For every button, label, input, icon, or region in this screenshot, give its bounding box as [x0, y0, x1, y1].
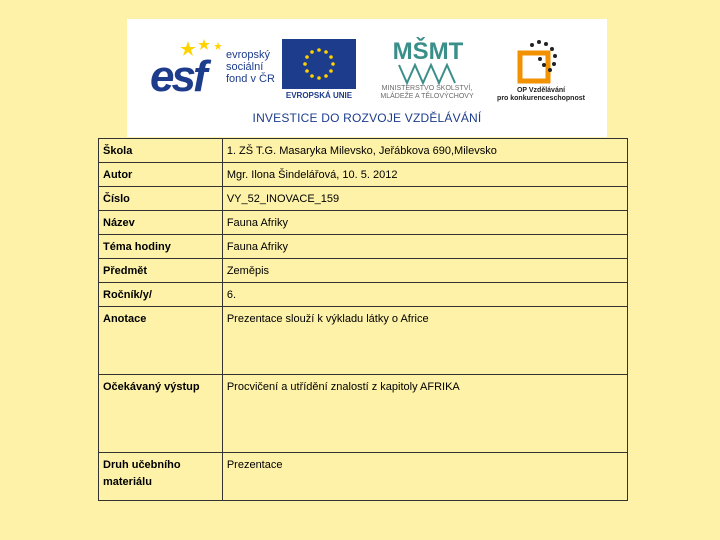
row-value: Mgr. Ilona Šindelářová, 10. 5. 2012 [222, 163, 627, 187]
op-logo-icon [512, 39, 562, 87]
row-label: Číslo [99, 187, 223, 211]
op-caption-line: OP Vzdělávání [516, 87, 566, 94]
op-caption [495, 87, 587, 103]
row-label: Druh učebního materiálu [99, 453, 223, 501]
info-table [98, 138, 628, 501]
table-row [99, 235, 628, 259]
row-value: 6. [222, 283, 627, 307]
msmt-logo-text: MŠMT [393, 38, 463, 65]
eu-caption: EVROPSKÁ UNIE [285, 91, 353, 100]
esf-caption-line: evropský [226, 49, 271, 61]
table-row [99, 211, 628, 235]
logo-banner [127, 19, 607, 137]
row-value: Fauna Afriky [222, 211, 627, 235]
msmt-logo-icon [393, 37, 463, 85]
table-row [99, 139, 628, 163]
msmt-caption [363, 85, 491, 101]
table-row [99, 187, 628, 211]
table-row [99, 453, 628, 501]
eu-flag-icon [282, 39, 356, 89]
esf-caption-line: sociální [226, 61, 264, 73]
msmt-caption-line: MLÁDEŽE A TĚLOVÝCHOVY [380, 93, 474, 100]
row-label: Název [99, 211, 223, 235]
table-row [99, 307, 628, 375]
row-value: VY_52_INOVACE_159 [222, 187, 627, 211]
op-caption-line: pro konkurenceschopnost [497, 95, 585, 102]
msmt-caption-line: MINISTERSTVO ŠKOLSTVÍ, [381, 85, 473, 92]
row-value: Zeměpis [222, 259, 627, 283]
row-label: Škola [99, 139, 223, 163]
table-row [99, 283, 628, 307]
row-label: Předmět [99, 259, 223, 283]
row-label: Anotace [99, 307, 223, 375]
row-value: Prezentace [222, 453, 627, 501]
table-row [99, 163, 628, 187]
esf-logo-text: esf [150, 52, 205, 101]
row-label: Autor [99, 163, 223, 187]
row-value: 1. ZŠ T.G. Masaryka Milevsko, Jeřábkova 690,Milevsko [222, 139, 627, 163]
table-row [99, 375, 628, 453]
row-value: Fauna Afriky [222, 235, 627, 259]
row-label: Téma hodiny [99, 235, 223, 259]
table-row [99, 259, 628, 283]
row-value: Prezentace slouží k výkladu látky o Africe [222, 307, 627, 375]
row-label: Ročník/y/ [99, 283, 223, 307]
esf-caption [226, 49, 275, 85]
row-label: Očekávaný výstup [99, 375, 223, 453]
row-value: Procvičení a utřídění znalostí z kapitoly AFRIKA [222, 375, 627, 453]
esf-logo [150, 39, 224, 102]
esf-caption-line: fond v ČR [226, 73, 275, 85]
investice-slogan: INVESTICE DO ROZVOJE VZDĚLÁVÁNÍ [252, 111, 482, 125]
